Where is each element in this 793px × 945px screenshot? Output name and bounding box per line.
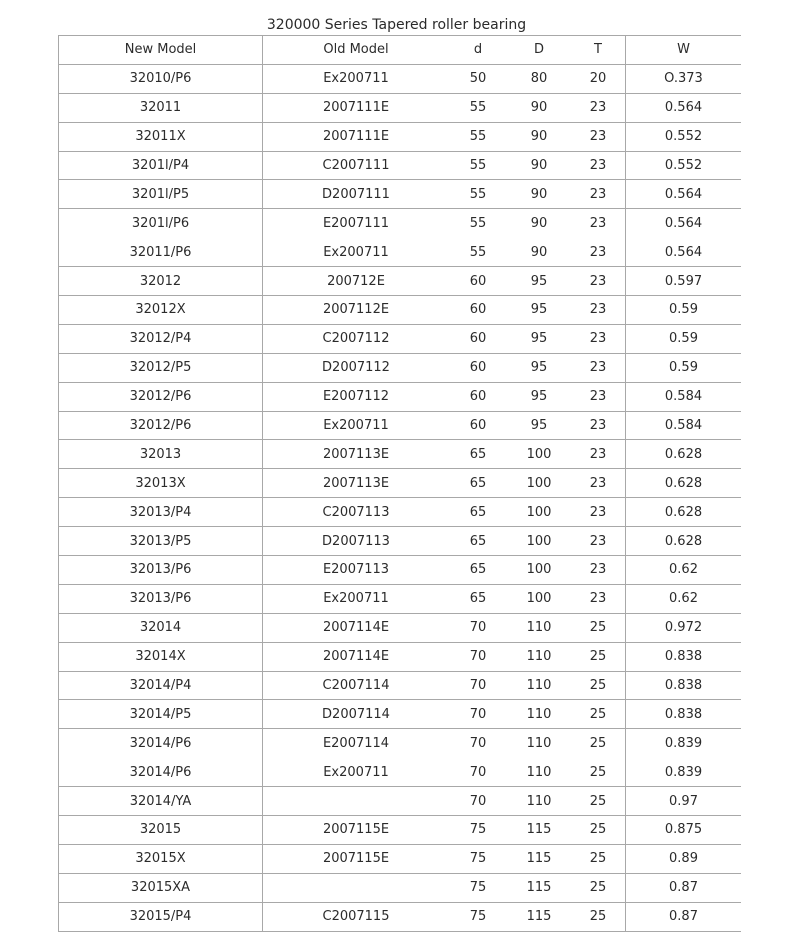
table-row: [59, 122, 742, 151]
cell-D: 100: [526, 591, 552, 607]
cell-D: 110: [526, 620, 552, 636]
cell-D: 100: [526, 504, 552, 520]
cell-old-model: Ex200711: [323, 71, 389, 87]
cell-T: 23: [571, 584, 626, 613]
cell-d: 70: [469, 735, 487, 751]
cell-d: 75: [469, 880, 487, 896]
cell-T: 23: [571, 238, 626, 267]
table-row: [59, 64, 742, 93]
cell-D: 95: [530, 360, 548, 376]
cell-new-model: 32012: [59, 267, 263, 296]
cell-d: 60: [469, 418, 487, 434]
cell-D: 110: [526, 735, 552, 751]
cell-d: 60: [469, 302, 487, 318]
cell-T: 23: [571, 556, 626, 585]
cell-new-model: 3201l/P6: [59, 209, 263, 238]
cell-old-model: C2007112: [322, 331, 390, 347]
cell-D: 90: [530, 100, 548, 116]
cell-T: 23: [571, 151, 626, 180]
cell-T: 23: [571, 93, 626, 122]
table-body: [59, 64, 742, 931]
table-row: [59, 758, 742, 787]
cell-D: 100: [526, 475, 552, 491]
header-row: [59, 36, 742, 65]
cell-new-model: 32011X: [59, 122, 263, 151]
cell-T: 25: [571, 787, 626, 816]
cell-d: 60: [469, 389, 487, 405]
cell-W: 0.59: [669, 302, 698, 318]
cell-T: 25: [571, 700, 626, 729]
cell-new-model: 32014/P6: [59, 729, 263, 758]
cell-d: 55: [469, 244, 487, 260]
cell-old-model: C2007113: [322, 504, 390, 520]
cell-d: 60: [469, 273, 487, 289]
cell-old-model: 2007111E: [322, 129, 390, 145]
cell-new-model: 32015X: [59, 844, 263, 873]
cell-W: 0.59: [669, 360, 698, 376]
cell-old-model: 2007111E: [322, 100, 390, 116]
cell-new-model: 32012X: [59, 296, 263, 325]
cell-d: 65: [469, 475, 487, 491]
cell-W: 0.62: [669, 562, 698, 578]
column-header-D: D: [533, 42, 544, 58]
cell-old-model: 2007112E: [322, 302, 390, 318]
cell-T: 23: [571, 209, 626, 238]
cell-W: 0.972: [664, 620, 703, 636]
cell-W: 0.584: [664, 418, 703, 434]
cell-new-model: 32015XA: [59, 873, 263, 902]
cell-old-model: D2007114: [322, 706, 390, 722]
cell-d: 65: [469, 446, 487, 462]
cell-new-model: 32014/P4: [59, 671, 263, 700]
cell-old-model: Ex200711: [323, 591, 389, 607]
cell-T: 25: [571, 873, 626, 902]
cell-d: 70: [469, 764, 487, 780]
cell-W: 0.597: [664, 273, 703, 289]
cell-W: 0.97: [669, 793, 698, 809]
cell-d: 70: [469, 793, 487, 809]
cell-T: 23: [571, 382, 626, 411]
cell-D: 100: [526, 446, 552, 462]
cell-D: 115: [526, 851, 552, 867]
cell-new-model: 32013/P6: [59, 584, 263, 613]
cell-D: 110: [526, 764, 552, 780]
table-row: [59, 700, 742, 729]
table-row: [59, 527, 742, 556]
column-header-d: d: [473, 42, 483, 58]
cell-D: 95: [530, 418, 548, 434]
cell-d: 70: [469, 620, 487, 636]
cell-T: 25: [571, 758, 626, 787]
table-row: [59, 151, 742, 180]
cell-D: 95: [530, 273, 548, 289]
cell-old-model: D2007113: [322, 533, 390, 549]
cell-W: 0.628: [664, 475, 703, 491]
cell-d: 55: [469, 215, 487, 231]
table-row: [59, 584, 742, 613]
table-row: [59, 671, 742, 700]
cell-W: 0.628: [664, 504, 703, 520]
cell-old-model: C2007114: [322, 678, 390, 694]
table-row: [59, 469, 742, 498]
cell-D: 115: [526, 909, 552, 925]
cell-old-model: E2007114: [322, 735, 390, 751]
cell-D: 110: [526, 678, 552, 694]
cell-new-model: 32014/YA: [59, 787, 263, 816]
cell-old-model: 2007115E: [322, 822, 390, 838]
cell-W: 0.838: [664, 706, 703, 722]
table-row: [59, 816, 742, 845]
cell-old-model: E2007111: [322, 215, 390, 231]
cell-T: 25: [571, 613, 626, 642]
cell-new-model: 3201l/P4: [59, 151, 263, 180]
cell-new-model: 32012/P5: [59, 353, 263, 382]
cell-D: 100: [526, 533, 552, 549]
cell-new-model: 32013/P6: [59, 556, 263, 585]
table-row: [59, 498, 742, 527]
cell-d: 50: [469, 71, 487, 87]
cell-T: 23: [571, 324, 626, 353]
cell-new-model: 32013: [59, 440, 263, 469]
table-row: [59, 267, 742, 296]
cell-old-model: [263, 873, 450, 902]
cell-T: 25: [571, 642, 626, 671]
cell-D: 115: [526, 880, 552, 896]
cell-T: 25: [571, 902, 626, 931]
cell-old-model: 2007114E: [322, 649, 390, 665]
cell-T: 25: [571, 729, 626, 758]
cell-d: 65: [469, 562, 487, 578]
table-row: [59, 873, 742, 902]
table-row: [59, 93, 742, 122]
cell-old-model: E2007112: [322, 389, 390, 405]
cell-T: 23: [571, 498, 626, 527]
cell-D: 95: [530, 389, 548, 405]
cell-old-model: C2007111: [322, 158, 390, 173]
table-row: [59, 642, 742, 671]
cell-W: 0.838: [664, 678, 703, 694]
table-row: [59, 729, 742, 758]
table-row: [59, 180, 742, 209]
cell-d: 75: [469, 909, 487, 925]
cell-D: 80: [530, 71, 548, 87]
cell-old-model: [263, 787, 450, 816]
cell-new-model: 32011: [59, 93, 263, 122]
cell-D: 90: [530, 129, 548, 145]
cell-d: 55: [469, 100, 487, 116]
cell-W: 0.839: [664, 764, 703, 780]
cell-T: 23: [571, 122, 626, 151]
cell-W: 0.87: [669, 909, 698, 925]
cell-T: 23: [571, 180, 626, 209]
cell-d: 60: [469, 360, 487, 376]
table-row: [59, 238, 742, 267]
cell-W: 0.564: [664, 215, 703, 231]
cell-W: 0.564: [664, 100, 703, 116]
cell-old-model: 200712E: [327, 273, 385, 289]
cell-W: 0.628: [664, 533, 703, 549]
cell-D: 90: [530, 186, 548, 202]
table-row: [59, 844, 742, 873]
cell-D: 115: [526, 822, 552, 838]
cell-d: 65: [469, 591, 487, 607]
cell-old-model: 2007113E: [322, 446, 390, 462]
column-header-new-model: New Model: [59, 36, 263, 65]
cell-old-model: D2007112: [322, 360, 390, 376]
cell-D: 90: [530, 244, 548, 260]
cell-d: 55: [469, 158, 487, 173]
cell-W: 0.839: [664, 735, 703, 751]
cell-old-model: D2007111: [322, 186, 390, 202]
cell-D: 100: [526, 562, 552, 578]
cell-T: 23: [571, 440, 626, 469]
cell-new-model: 32013/P5: [59, 527, 263, 556]
cell-d: 75: [469, 822, 487, 838]
cell-new-model: 32012/P4: [59, 324, 263, 353]
cell-new-model: 32014X: [59, 642, 263, 671]
column-header-W: W: [677, 42, 690, 58]
cell-T: 23: [571, 469, 626, 498]
cell-d: 70: [469, 678, 487, 694]
cell-d: 70: [469, 649, 487, 665]
table-row: [59, 209, 742, 238]
cell-W: 0.838: [664, 649, 703, 665]
cell-old-model: Ex200711: [323, 418, 389, 434]
cell-old-model: C2007115: [322, 909, 390, 925]
cell-new-model: 32015/P4: [59, 902, 263, 931]
cell-d: 65: [469, 533, 487, 549]
cell-W: 0.552: [664, 129, 703, 145]
table-row: [59, 902, 742, 931]
table-row: [59, 440, 742, 469]
cell-W: 0.89: [669, 851, 698, 867]
table-row: [59, 411, 742, 440]
cell-D: 90: [530, 215, 548, 231]
cell-W: 0.584: [664, 389, 703, 405]
cell-old-model: 2007114E: [322, 620, 390, 636]
cell-D: 110: [526, 706, 552, 722]
cell-W: 0.552: [664, 158, 703, 173]
cell-T: 25: [571, 671, 626, 700]
cell-T: 25: [571, 844, 626, 873]
cell-T: 23: [571, 353, 626, 382]
bearing-table: [58, 35, 741, 932]
cell-T: 20: [571, 64, 626, 93]
cell-d: 65: [469, 504, 487, 520]
cell-new-model: 32013/P4: [59, 498, 263, 527]
cell-new-model: 32012/P6: [59, 411, 263, 440]
cell-D: 90: [530, 158, 548, 173]
cell-D: 110: [526, 649, 552, 665]
table-row: [59, 324, 742, 353]
cell-W: 0.59: [669, 331, 698, 347]
column-header-old-model: Old Model: [323, 42, 389, 58]
table-row: [59, 613, 742, 642]
cell-T: 23: [571, 527, 626, 556]
cell-W: 0.87: [669, 880, 698, 896]
cell-old-model: Ex200711: [323, 244, 389, 260]
cell-new-model: 32014/P6: [59, 758, 263, 787]
cell-d: 55: [469, 186, 487, 202]
cell-W: O.373: [664, 71, 703, 87]
cell-old-model: 2007115E: [322, 851, 390, 867]
cell-new-model: 32014: [59, 613, 263, 642]
cell-W: 0.628: [664, 446, 703, 462]
cell-old-model: E2007113: [322, 562, 390, 578]
table-row: [59, 353, 742, 382]
cell-d: 70: [469, 706, 487, 722]
cell-new-model: 32013X: [59, 469, 263, 498]
cell-old-model: Ex200711: [323, 764, 389, 780]
cell-T: 23: [571, 267, 626, 296]
cell-new-model: 32010/P6: [59, 64, 263, 93]
table-row: [59, 382, 742, 411]
cell-new-model: 32011/P6: [59, 238, 263, 267]
cell-D: 95: [530, 302, 548, 318]
column-header-T: T: [571, 36, 626, 65]
cell-T: 25: [571, 816, 626, 845]
cell-new-model: 32014/P5: [59, 700, 263, 729]
table-title: 320000 Series Tapered roller bearing: [266, 17, 527, 33]
cell-W: 0.564: [664, 244, 703, 260]
cell-D: 95: [530, 331, 548, 347]
cell-T: 23: [571, 411, 626, 440]
cell-W: 0.875: [664, 822, 703, 838]
table-row: [59, 787, 742, 816]
cell-new-model: 32015: [59, 816, 263, 845]
table-row: [59, 296, 742, 325]
cell-new-model: 3201l/P5: [59, 180, 263, 209]
table-row: [59, 556, 742, 585]
cell-W: 0.62: [669, 591, 698, 607]
cell-new-model: 32012/P6: [59, 382, 263, 411]
cell-D: 110: [526, 793, 552, 809]
cell-d: 55: [469, 129, 487, 145]
cell-old-model: 2007113E: [322, 475, 390, 491]
cell-T: 23: [571, 296, 626, 325]
cell-d: 60: [469, 331, 487, 347]
cell-W: 0.564: [664, 186, 703, 202]
cell-d: 75: [469, 851, 487, 867]
